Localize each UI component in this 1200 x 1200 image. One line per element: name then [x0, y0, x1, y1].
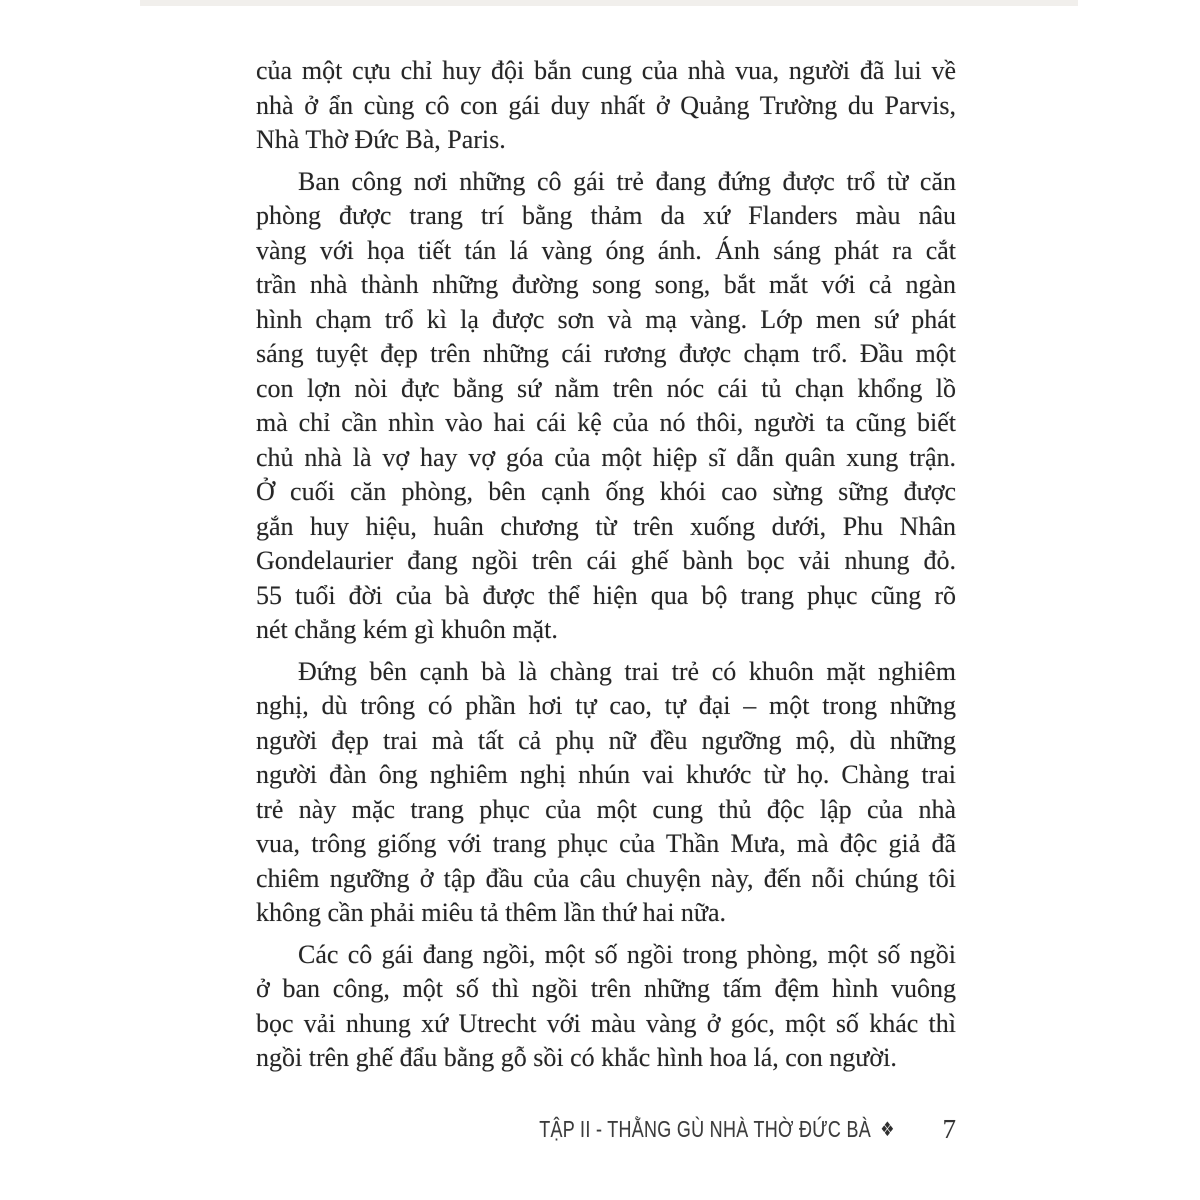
text-line: phòng được trang trí bằng thảm da xứ Flanders màu nâu: [256, 201, 956, 230]
text-line: ở ban công, một số thì ngồi trên những tấm đệm hình vuông: [256, 974, 956, 1003]
text-line: của một cựu chỉ huy đội bắn cung của nhà vua, người đã lui về: [256, 56, 956, 85]
text-line: trẻ này mặc trang phục của một cung thủ độc lập của nhà: [256, 794, 956, 824]
paragraph: [256, 165, 956, 648]
text-line: vàng với họa tiết tán lá vàng óng ánh. Ánh sáng phát ra cắt: [256, 235, 956, 265]
running-title: TẬP II - THẰNG GÙ NHÀ THỜ ĐỨC BÀ: [539, 1115, 871, 1142]
text-line: chiêm ngưỡng ở tập đầu của câu chuyện này, đến nỗi chúng tôi: [256, 863, 956, 893]
text-line: 55 tuổi đời của bà được thể hiện qua bộ trang phục cũng rõ: [256, 580, 956, 610]
text-line: Đứng bên cạnh bà là chàng trai trẻ có khuôn mặt nghiêm: [298, 656, 956, 686]
text-line: vua, trông giống với trang phục của Thần Mưa, mà độc giả đã: [256, 829, 956, 858]
text-line: trần nhà thành những đường song song, bắt mắt với cả ngàn: [256, 270, 956, 299]
text-block: [256, 54, 956, 1076]
text-line: mà chỉ cần nhìn vào hai cái kệ của nó thôi, người ta cũng biết: [256, 408, 956, 437]
text-line: nghị, dù trông có phần hơi tự cao, tự đại – một trong những: [256, 691, 956, 720]
text-line: ngồi trên ghế đẩu bằng gỗ sồi có khắc hình hoa lá, con người.: [256, 1043, 897, 1072]
paragraph: [256, 54, 956, 158]
paragraph: [256, 938, 956, 1076]
text-line: nhà ở ẩn cùng cô con gái duy nhất ở Quảng Trường du Parvis,: [256, 90, 956, 120]
text-line: gắn huy hiệu, huân chương từ trên xuống dưới, Phu Nhân: [256, 511, 956, 541]
text-line: người đẹp trai mà tất cả phụ nữ đều ngưỡng mộ, dù những: [256, 725, 956, 755]
scan-edge-artifact: [140, 0, 1078, 6]
text-line: con lợn nòi đực bằng sứ nằm trên nóc cái tủ chạn khổng lồ: [256, 373, 956, 403]
text-line: hình chạm trổ kì lạ được sơn và mạ vàng. Lớp men sứ phát: [256, 304, 956, 334]
text-line: Ở cuối căn phòng, bên cạnh ống khói cao sừng sững được: [256, 477, 956, 506]
text-line: Ban công nơi những cô gái trẻ đang đứng được trổ từ căn: [298, 166, 956, 196]
text-line: sáng tuyệt đẹp trên những cái rương được chạm trổ. Đầu một: [256, 339, 956, 368]
paragraph: [256, 655, 956, 931]
text-line: người đàn ông nghiêm nghị nhún vai khước từ họ. Chàng trai: [256, 760, 956, 789]
text-line: bọc vải nhung xứ Utrecht với màu vàng ở góc, một số khác thì: [256, 1008, 956, 1038]
page-number: 7: [942, 1113, 956, 1144]
text-line: Gondelaurier đang ngồi trên cái ghế bành bọc vải nhung đỏ.: [256, 546, 956, 575]
text-line: chủ nhà là vợ hay vợ góa của một hiệp sĩ dẫn quân xung trận.: [256, 442, 956, 472]
running-title-group: [539, 1116, 894, 1143]
text-line: Nhà Thờ Đức Bà, Paris.: [256, 125, 506, 154]
text-line: không cần phải miêu tả thêm lần thứ hai nữa.: [256, 898, 727, 927]
text-line: nét chẳng kém gì khuôn mặt.: [256, 615, 558, 644]
page-footer: [256, 1112, 956, 1146]
diamond-ornament-icon: ❖: [880, 1118, 895, 1141]
text-line: Các cô gái đang ngồi, một số ngồi trong phòng, một số ngồi: [298, 939, 956, 969]
